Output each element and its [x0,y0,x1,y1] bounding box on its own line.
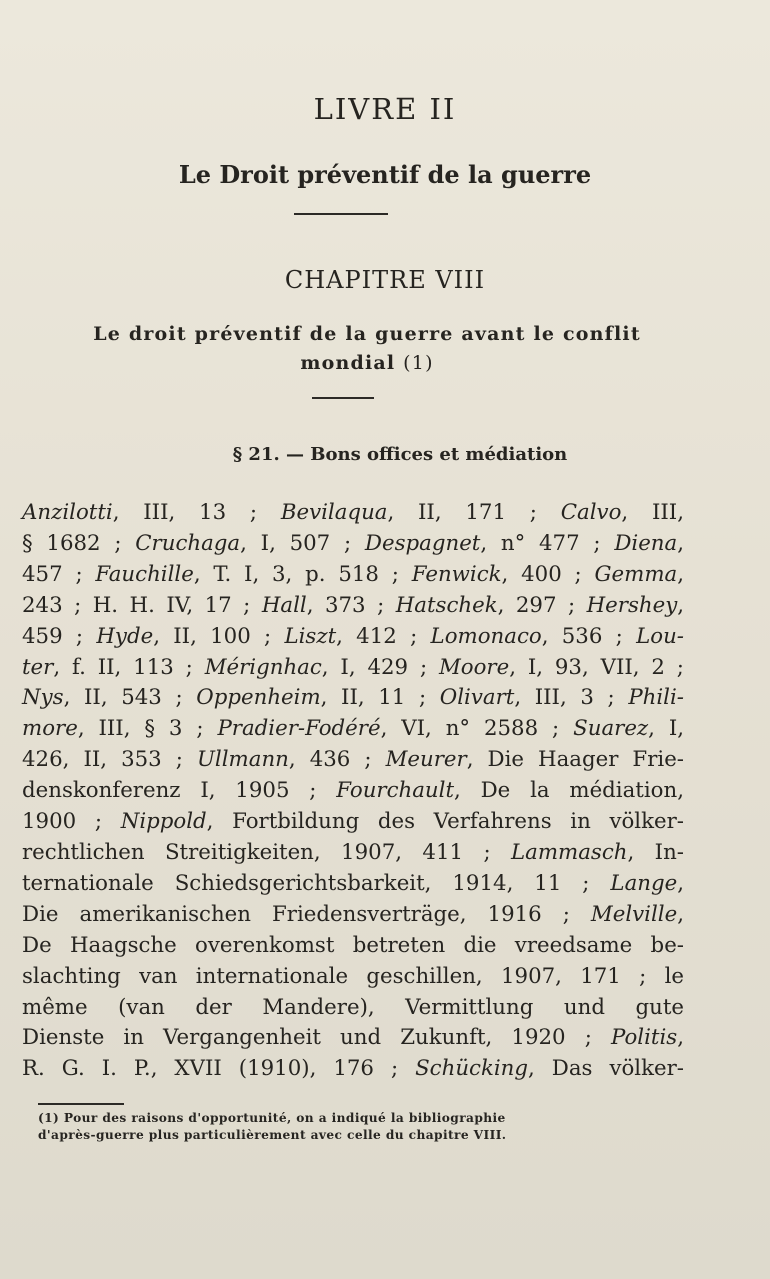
text-segment: denskonferenz I, 1905 ; [22,778,337,804]
chapter-title: CHAPITRE VIII [284,266,486,294]
footnote-rule [38,1103,124,1105]
section-heading: § 21. — Bons offices et médiation [232,444,568,465]
divider-rule [312,397,374,399]
footnote [38,1110,682,1144]
divider-rule [294,213,388,215]
author-name: Hershey [586,592,678,618]
text-segment: De Haagsche overenkomst betreten die vreedsame be- [22,932,684,958]
text-segment: , I, 507 ; [240,530,365,556]
text-line [22,745,684,776]
author-name: Schücking [415,1056,529,1082]
author-name: Olivart [439,685,515,711]
text-segment: , [677,530,684,556]
author-name: Hatschek [395,592,498,618]
text-segment: , III, § 3 ; [77,716,218,742]
text-segment: , n° 477 ; [480,530,615,556]
author-name: Politis [611,1025,678,1051]
text-segment: 1900 ; [22,809,121,835]
text-line [22,498,684,529]
text-line [22,900,684,931]
author-name: Moore [438,654,510,680]
text-line [22,653,684,684]
text-segment: , II, 171 ; [387,500,561,525]
author-name: Nippold [120,809,207,835]
text-line [22,962,684,993]
text-segment: R. G. I. P., XVII (1910), 176 ; [22,1056,416,1082]
author-name: Fauchille [95,561,194,587]
text-segment: , f. II, 113 ; [53,654,205,680]
author-name: Melville [590,901,678,927]
author-name: Phili- [628,685,684,711]
text-segment: , [677,901,684,927]
author-name: Anzilotti [22,500,113,525]
text-segment: , I, 429 ; [321,654,439,680]
text-segment: Die amerikanischen Friedensverträge, 1916 ; [22,901,591,927]
text-segment: , 373 ; [306,592,396,618]
author-name: Cruchaga [135,530,241,556]
text-segment: , T. I, 3, p. 518 ; [193,561,412,587]
author-name: Hall [261,592,307,618]
author-name: Nys [22,685,64,711]
text-segment: 459 ; [22,623,97,649]
text-segment: , 400 ; [501,561,595,587]
part-subtitle: Le Droit préventif de la guerre [178,160,592,189]
chapter-heading [22,320,712,378]
text-line [22,807,684,838]
author-name: Liszt [284,623,337,649]
author-name: Suarez [573,716,649,742]
text-segment: , [677,592,685,618]
text-segment: , [677,870,684,896]
text-line [22,683,684,714]
author-name: Bevilaqua [280,500,388,525]
text-segment: § 1682 ; [22,530,136,556]
text-line [22,776,684,807]
text-line [22,714,684,745]
text-segment: , III, [621,500,684,525]
author-name: ter [22,654,54,680]
text-segment: 457 ; [22,561,96,587]
author-name: Pradier-Fodéré [217,716,381,742]
text-segment: , I, 93, VII, 2 ; [509,654,684,680]
author-name: Gemma [594,561,678,587]
text-line [22,622,684,653]
text-segment: , III, 13 ; [112,500,281,525]
text-segment: 426, II, 353 ; [22,747,197,773]
text-segment: 243 ; H. H. IV, 17 ; [22,592,262,618]
text-line [22,931,684,962]
author-name: Diena [614,530,678,556]
author-name: Meurer [385,747,467,773]
bibliography-text [22,498,684,1085]
text-segment: , II, 100 ; [153,623,285,649]
part-title: LIVRE II [313,92,457,126]
text-segment: , VI, n° 2588 ; [380,716,574,742]
chapter-heading-line2: mondial [300,352,396,374]
text-segment: , II, 11 ; [320,685,440,711]
text-segment: même (van der Mandere), Vermittlung und gute [22,994,684,1020]
text-segment: rechtlichen Streitigkeiten, 1907, 411 ; [22,839,511,865]
footnote-reference: (1) [403,352,434,374]
text-segment: ternationale Schiedsgerichtsbarkeit, 1914, 11 ; [22,870,611,896]
author-name: Lomonaco [430,623,542,649]
footnote-line: (1) Pour des raisons d'opportunité, on a indiqué la bibliographie [38,1111,506,1125]
text-segment: , II, 543 ; [63,685,197,711]
text-segment: , [677,561,684,587]
text-line [22,869,684,900]
text-segment: , In- [627,839,684,865]
text-segment: , I, [648,716,685,742]
text-line [22,838,684,869]
chapter-heading-line1: Le droit préventif de la guerre avant le conflit [93,323,641,345]
author-name: Hyde [96,623,154,649]
text-segment: slachting van internationale geschillen, 1907, 171 ; le [22,963,684,989]
text-segment: , Das völker- [528,1056,685,1082]
author-name: Despagnet [364,530,481,556]
footnote-line: d'après-guerre plus particulièrement avec celle du chapitre VIII. [38,1128,507,1142]
text-segment: , [677,1025,684,1051]
text-segment: , 412 ; [336,623,431,649]
author-name: Lange [610,870,678,896]
text-line [22,1023,684,1054]
text-line [22,1054,684,1085]
author-name: Lammasch [511,839,628,865]
text-segment: Dienste in Vergangenheit und Zukunft, 1920 ; [22,1025,611,1051]
author-name: Oppenheim [196,685,321,711]
author-name: Calvo [560,500,622,525]
text-line [22,560,684,591]
text-segment: , 536 ; [541,623,637,649]
text-line [22,529,684,560]
text-segment: , 297 ; [497,592,587,618]
author-name: more [22,716,78,742]
text-segment: , 436 ; [288,747,386,773]
text-segment: , III, 3 ; [514,685,629,711]
author-name: Fenwick [411,561,502,587]
author-name: Ullmann [196,747,289,773]
author-name: Lou- [636,623,684,649]
author-name: Fourchault [336,778,455,804]
text-segment: , Fortbildung des Verfahrens in völker- [206,809,685,835]
text-segment: , Die Haager Frie- [466,747,684,773]
text-segment: , De la médiation, [454,778,684,804]
author-name: Mérignhac [204,654,322,680]
text-line [22,993,684,1024]
text-line [22,591,684,622]
